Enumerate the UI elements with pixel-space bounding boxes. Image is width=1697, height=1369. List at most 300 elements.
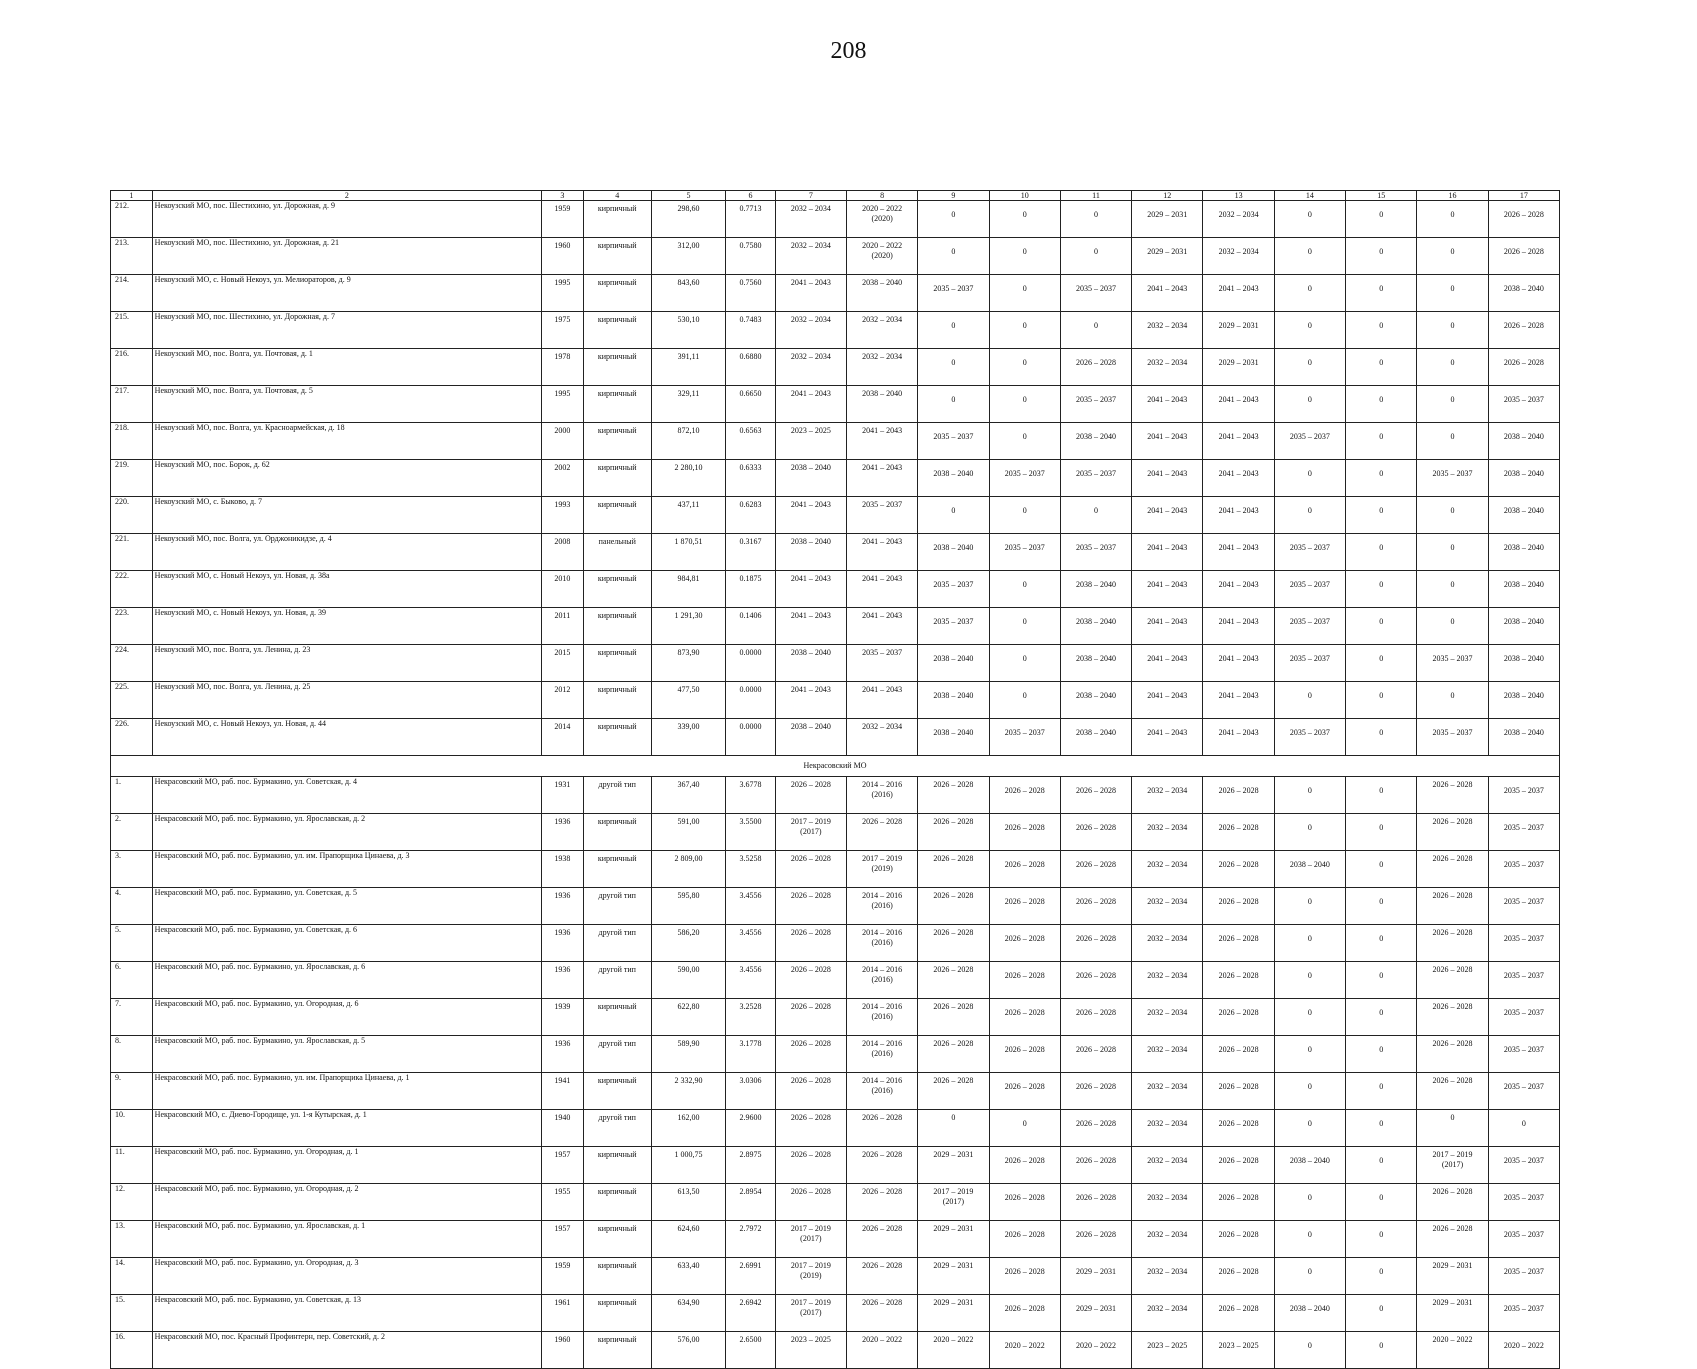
cell-col-11-value: 2029 – 2031 [1076,1267,1116,1276]
cell-col-8-value: 2038 – 2040 [862,389,903,398]
row-number-value: 10. [115,1110,125,1119]
cell-col-5-value: 590,00 [677,965,700,974]
cell-col-7-value: 2017 – 2019 [790,817,831,826]
cell-col-15 [1346,423,1417,460]
cell-col-3-value: 1995 [554,278,571,287]
cell-col-14 [1274,1147,1345,1184]
address-cell [152,1332,541,1369]
cell-col-8-value: 2014 – 2016 [862,780,903,789]
cell-col-15-value: 0 [1379,897,1384,906]
cell-col-8-value: 2041 – 2043 [862,426,903,435]
cell-col-9 [918,460,989,497]
cell-col-8 [846,386,917,423]
cell-col-9-value: 2026 – 2028 [933,965,974,974]
cell-col-16-value: 0 [1450,691,1455,700]
cell-col-3-value: 2014 [554,722,571,731]
cell-col-8-value: 2026 – 2028 [862,817,903,826]
cell-col-7 [775,201,846,238]
cell-col-8-value: 2032 – 2034 [862,352,903,361]
cell-col-15-value: 0 [1379,358,1384,367]
cell-col-4-value: кирпичный [597,685,637,694]
cell-col-7-value: 2026 – 2028 [790,928,831,937]
cell-col-10-value: 2026 – 2028 [1004,1045,1045,1054]
cell-col-6-value: 0.1406 [739,611,762,620]
cell-col-9 [918,682,989,719]
cell-col-17 [1488,814,1559,851]
table-row [111,1073,1560,1110]
cell-col-15 [1346,238,1417,275]
table-row [111,312,1560,349]
cell-col-11 [1060,275,1131,312]
cell-col-11 [1060,719,1131,756]
cell-col-12-value: 2041 – 2043 [1147,432,1188,441]
cell-col-13 [1203,925,1274,962]
table-row [111,238,1560,275]
cell-col-4 [583,719,651,756]
cell-col-4-value: кирпичный [597,278,637,287]
table-row [111,1258,1560,1295]
cell-col-8-value: 2041 – 2043 [862,574,903,583]
row-number-value: 224. [115,645,129,654]
cell-col-10 [989,851,1060,888]
cell-col-9-value: 2038 – 2040 [933,691,974,700]
cell-col-5 [651,571,726,608]
cell-col-17-value: 2035 – 2037 [1503,1304,1544,1313]
cell-col-15-value: 0 [1379,1045,1384,1054]
cell-col-4-value: другой тип [598,780,636,789]
cell-col-3 [542,497,584,534]
cell-col-12 [1132,1295,1203,1332]
cell-col-7 [775,814,846,851]
cell-col-16-value: 0 [1450,580,1455,589]
cell-col-9-value: 2038 – 2040 [933,654,974,663]
cell-col-12 [1132,645,1203,682]
cell-col-8 [846,497,917,534]
cell-col-10 [989,423,1060,460]
cell-col-5 [651,888,726,925]
cell-col-12 [1132,534,1203,571]
cell-col-4-value: кирпичный [597,1298,637,1307]
cell-col-14 [1274,608,1345,645]
column-number-row [111,191,1560,201]
cell-col-5 [651,1258,726,1295]
cell-col-14-value: 0 [1307,1008,1312,1017]
cell-col-15 [1346,645,1417,682]
cell-col-15 [1346,460,1417,497]
cell-col-11-value: 0 [1094,321,1098,330]
cell-col-16-value: 0 [1450,358,1455,367]
cell-col-17-value: 2038 – 2040 [1503,469,1544,478]
cell-col-7-note: (2019) [800,1271,822,1280]
cell-col-15 [1346,1036,1417,1073]
table-row [111,1184,1560,1221]
cell-col-10-value: 2020 – 2022 [1004,1341,1045,1350]
cell-col-6-value: 2.6500 [739,1335,762,1344]
cell-col-7-value: 2017 – 2019 [790,1298,831,1307]
cell-col-6 [726,312,775,349]
cell-col-10 [989,1036,1060,1073]
row-number-value: 226. [115,719,129,728]
cell-col-6 [726,925,775,962]
address-cell-value: Некрасовский МО, с. Диево-Городище, ул. 1-я Кутырская, д. 1 [154,1110,367,1119]
cell-col-14-value: 2035 – 2037 [1289,432,1330,441]
table-row [111,460,1560,497]
cell-col-15-value: 0 [1379,580,1384,589]
cell-col-16 [1417,275,1488,312]
address-cell [152,814,541,851]
cell-col-17-value: 2038 – 2040 [1503,691,1544,700]
column-number: 6 [726,191,775,201]
table-row [111,851,1560,888]
cell-col-10 [989,1221,1060,1258]
cell-col-13-value: 2026 – 2028 [1218,1304,1259,1313]
cell-col-11-value: 2026 – 2028 [1076,897,1116,906]
cell-col-14-value: 0 [1307,691,1312,700]
cell-col-17-value: 2035 – 2037 [1503,1156,1544,1165]
cell-col-9 [918,423,989,460]
cell-col-6 [726,682,775,719]
cell-col-10 [989,962,1060,999]
cell-col-13-value: 2026 – 2028 [1218,1230,1259,1239]
cell-col-5-value: 589,90 [677,1039,700,1048]
address-cell-value: Некрасовский МО, раб. пос. Бурмакино, ул. Ярославская, д. 2 [154,814,366,823]
cell-col-6-value: 0.3167 [739,537,762,546]
cell-col-4 [583,682,651,719]
cell-col-6-value: 3.4556 [739,965,762,974]
cell-col-12 [1132,349,1203,386]
cell-col-15 [1346,534,1417,571]
cell-col-4 [583,925,651,962]
cell-col-14 [1274,1221,1345,1258]
cell-col-8 [846,201,917,238]
cell-col-16-value: 2020 – 2022 [1432,1335,1473,1344]
cell-col-5 [651,1110,726,1147]
cell-col-14-value: 2035 – 2037 [1289,654,1330,663]
row-number [111,682,153,719]
cell-col-17 [1488,1110,1559,1147]
address-cell [152,645,541,682]
address-cell [152,534,541,571]
row-number [111,777,153,814]
cell-col-5-value: 312,00 [677,241,700,250]
cell-col-5 [651,608,726,645]
cell-col-15-value: 0 [1379,860,1384,869]
cell-col-17-value: 2020 – 2022 [1503,1341,1544,1350]
cell-col-16 [1417,814,1488,851]
cell-col-3-value: 2008 [554,537,571,546]
cell-col-17 [1488,777,1559,814]
cell-col-15 [1346,1147,1417,1184]
cell-col-7-value: 2041 – 2043 [790,500,831,509]
address-cell-value: Некоузский МО, с. Быково, д. 7 [154,497,263,506]
cell-col-3 [542,1221,584,1258]
cell-col-3-value: 2002 [554,463,571,472]
address-cell-value: Некоузский МО, пос. Волга, ул. Ленина, д. 23 [154,645,311,654]
cell-col-14-value: 2035 – 2037 [1289,617,1330,626]
cell-col-13 [1203,497,1274,534]
cell-col-16 [1417,349,1488,386]
cell-col-5-value: 595,80 [677,891,700,900]
cell-col-3-value: 2015 [554,648,571,657]
cell-col-10 [989,608,1060,645]
cell-col-12-value: 2029 – 2031 [1147,247,1188,256]
cell-col-8 [846,238,917,275]
cell-col-11-value: 2038 – 2040 [1076,580,1116,589]
cell-col-13 [1203,814,1274,851]
address-cell [152,423,541,460]
cell-col-16 [1417,1036,1488,1073]
cell-col-17 [1488,719,1559,756]
cell-col-3 [542,386,584,423]
address-cell-value: Некрасовский МО, раб. пос. Бурмакино, ул. Ярославская, д. 5 [154,1036,366,1045]
cell-col-5 [651,201,726,238]
cell-col-16-value: 0 [1450,210,1455,219]
cell-col-12 [1132,888,1203,925]
cell-col-6 [726,1147,775,1184]
cell-col-4-value: кирпичный [597,315,637,324]
cell-col-4-value: кирпичный [597,463,637,472]
cell-col-6-value: 0.6563 [739,426,762,435]
cell-col-12-value: 2041 – 2043 [1147,284,1188,293]
cell-col-8-value: 2026 – 2028 [862,1113,903,1122]
cell-col-8 [846,999,917,1036]
cell-col-14-value: 0 [1307,247,1312,256]
cell-col-9-value: 0 [951,321,956,330]
cell-col-13-value: 2029 – 2031 [1218,321,1259,330]
cell-col-17 [1488,238,1559,275]
cell-col-13 [1203,851,1274,888]
cell-col-12-value: 2032 – 2034 [1147,934,1188,943]
cell-col-8 [846,534,917,571]
row-number-value: 7. [115,999,121,1008]
cell-col-13-value: 2026 – 2028 [1218,1267,1259,1276]
cell-col-4 [583,1036,651,1073]
cell-col-3 [542,1184,584,1221]
cell-col-15 [1346,571,1417,608]
cell-col-11 [1060,460,1131,497]
cell-col-8-value: 2026 – 2028 [862,1298,903,1307]
cell-col-6-value: 0.7580 [739,241,762,250]
cell-col-17-value: 2035 – 2037 [1503,860,1544,869]
cell-col-6-value: 0.7560 [739,278,762,287]
address-cell [152,201,541,238]
table-row [111,777,1560,814]
cell-col-7 [775,460,846,497]
row-number-value: 11. [115,1147,125,1156]
cell-col-17-value: 2035 – 2037 [1503,1082,1544,1091]
table-row [111,888,1560,925]
cell-col-9-value: 0 [951,1113,956,1122]
cell-col-12-value: 2032 – 2034 [1147,1008,1188,1017]
cell-col-10-value: 0 [1022,210,1027,219]
cell-col-3-value: 1993 [554,500,571,509]
cell-col-16-value: 0 [1450,506,1455,515]
row-number [111,423,153,460]
cell-col-10 [989,645,1060,682]
cell-col-7 [775,645,846,682]
cell-col-3 [542,534,584,571]
cell-col-5-value: 391,11 [677,352,700,361]
cell-col-15-value: 0 [1379,934,1384,943]
cell-col-14-value: 0 [1307,506,1312,515]
cell-col-3 [542,460,584,497]
cell-col-14-value: 0 [1307,358,1312,367]
row-number [111,1332,153,1369]
cell-col-15 [1346,201,1417,238]
cell-col-16-value: 2026 – 2028 [1432,1187,1473,1196]
cell-col-10-value: 0 [1022,617,1027,626]
cell-col-13 [1203,645,1274,682]
cell-col-14-value: 0 [1307,395,1312,404]
cell-col-8-note: (2016) [871,1049,893,1058]
cell-col-3-value: 1955 [554,1187,571,1196]
cell-col-3 [542,275,584,312]
cell-col-15-value: 0 [1379,654,1384,663]
row-number-value: 8. [115,1036,121,1045]
row-number-value: 219. [115,460,129,469]
table-row [111,275,1560,312]
cell-col-15 [1346,1110,1417,1147]
cell-col-11 [1060,349,1131,386]
address-cell-value: Некоузский МО, пос. Шестихино, ул. Дорожная, д. 7 [154,312,335,321]
cell-col-7-value: 2026 – 2028 [790,965,831,974]
cell-col-15-value: 0 [1379,321,1384,330]
cell-col-16 [1417,423,1488,460]
cell-col-13 [1203,423,1274,460]
cell-col-11 [1060,999,1131,1036]
cell-col-6 [726,1258,775,1295]
cell-col-3 [542,999,584,1036]
cell-col-13-value: 2032 – 2034 [1218,210,1259,219]
cell-col-13 [1203,1332,1274,1369]
cell-col-13 [1203,201,1274,238]
cell-col-17 [1488,645,1559,682]
row-number [111,1221,153,1258]
cell-col-16 [1417,1258,1488,1295]
cell-col-9-value: 2026 – 2028 [933,817,974,826]
row-number [111,460,153,497]
address-cell-value: Некрасовский МО, раб. пос. Бурмакино, ул. Огородная, д. 1 [154,1147,359,1156]
cell-col-10 [989,814,1060,851]
cell-col-9 [918,386,989,423]
cell-col-3-value: 1936 [554,965,571,974]
cell-col-7-value: 2026 – 2028 [790,854,831,863]
cell-col-5-value: 1 870,51 [674,537,703,546]
address-cell-value: Некрасовский МО, раб. пос. Бурмакино, ул. Огородная, д. 6 [154,999,359,1008]
cell-col-8 [846,777,917,814]
cell-col-13 [1203,608,1274,645]
cell-col-5 [651,1295,726,1332]
cell-col-3 [542,851,584,888]
cell-col-3-value: 1938 [554,854,571,863]
cell-col-9 [918,1147,989,1184]
cell-col-5-value: 329,11 [677,389,700,398]
column-number: 16 [1417,191,1488,201]
cell-col-10-value: 0 [1022,432,1027,441]
cell-col-9-value: 2020 – 2022 [933,1335,974,1344]
cell-col-8 [846,1036,917,1073]
cell-col-12-value: 2032 – 2034 [1147,971,1188,980]
cell-col-11-value: 2035 – 2037 [1076,469,1116,478]
address-cell [152,386,541,423]
cell-col-4-value: кирпичный [597,648,637,657]
cell-col-3-value: 1939 [554,1002,571,1011]
cell-col-9 [918,645,989,682]
cell-col-15 [1346,312,1417,349]
cell-col-6-value: 0.7713 [739,204,762,213]
cell-col-6 [726,238,775,275]
table-row [111,349,1560,386]
cell-col-6 [726,777,775,814]
cell-col-4 [583,1332,651,1369]
cell-col-12 [1132,1073,1203,1110]
cell-col-15-value: 0 [1379,971,1384,980]
cell-col-17 [1488,999,1559,1036]
cell-col-10 [989,349,1060,386]
cell-col-14 [1274,571,1345,608]
cell-col-11-value: 2035 – 2037 [1076,543,1116,552]
cell-col-8 [846,1110,917,1147]
row-number-value: 214. [115,275,129,284]
cell-col-11-value: 2026 – 2028 [1076,1230,1116,1239]
row-number [111,719,153,756]
cell-col-10-value: 2035 – 2037 [1004,469,1045,478]
cell-col-17 [1488,460,1559,497]
cell-col-14 [1274,888,1345,925]
cell-col-7-note: (2017) [800,1234,822,1243]
table-row [111,497,1560,534]
cell-col-16-value: 2029 – 2031 [1432,1298,1473,1307]
cell-col-3-value: 1940 [554,1113,571,1122]
cell-col-7 [775,777,846,814]
cell-col-13-value: 2032 – 2034 [1218,247,1259,256]
cell-col-10 [989,1332,1060,1369]
table-row [111,1295,1560,1332]
cell-col-15-value: 0 [1379,1082,1384,1091]
row-number [111,312,153,349]
cell-col-5 [651,645,726,682]
cell-col-12 [1132,1036,1203,1073]
row-number [111,1073,153,1110]
cell-col-12 [1132,275,1203,312]
register-table [110,190,1560,1369]
cell-col-8 [846,1147,917,1184]
cell-col-10-value: 2026 – 2028 [1004,1193,1045,1202]
cell-col-10-value: 2026 – 2028 [1004,1230,1045,1239]
cell-col-15-value: 0 [1379,823,1384,832]
cell-col-7 [775,1295,846,1332]
cell-col-7 [775,349,846,386]
cell-col-15-value: 0 [1379,210,1384,219]
table-row [111,999,1560,1036]
cell-col-13-value: 2023 – 2025 [1218,1341,1259,1350]
cell-col-7 [775,1110,846,1147]
cell-col-13-value: 2026 – 2028 [1218,860,1259,869]
cell-col-12 [1132,719,1203,756]
cell-col-11-value: 2026 – 2028 [1076,1193,1116,1202]
cell-col-8-value: 2041 – 2043 [862,611,903,620]
cell-col-12-value: 2041 – 2043 [1147,728,1188,737]
cell-col-13 [1203,1221,1274,1258]
cell-col-16 [1417,682,1488,719]
cell-col-14-value: 2035 – 2037 [1289,543,1330,552]
cell-col-11 [1060,571,1131,608]
cell-col-14-value: 0 [1307,1119,1312,1128]
cell-col-17 [1488,1295,1559,1332]
cell-col-7-value: 2038 – 2040 [790,648,831,657]
row-number [111,275,153,312]
cell-col-17-value: 2026 – 2028 [1503,321,1544,330]
